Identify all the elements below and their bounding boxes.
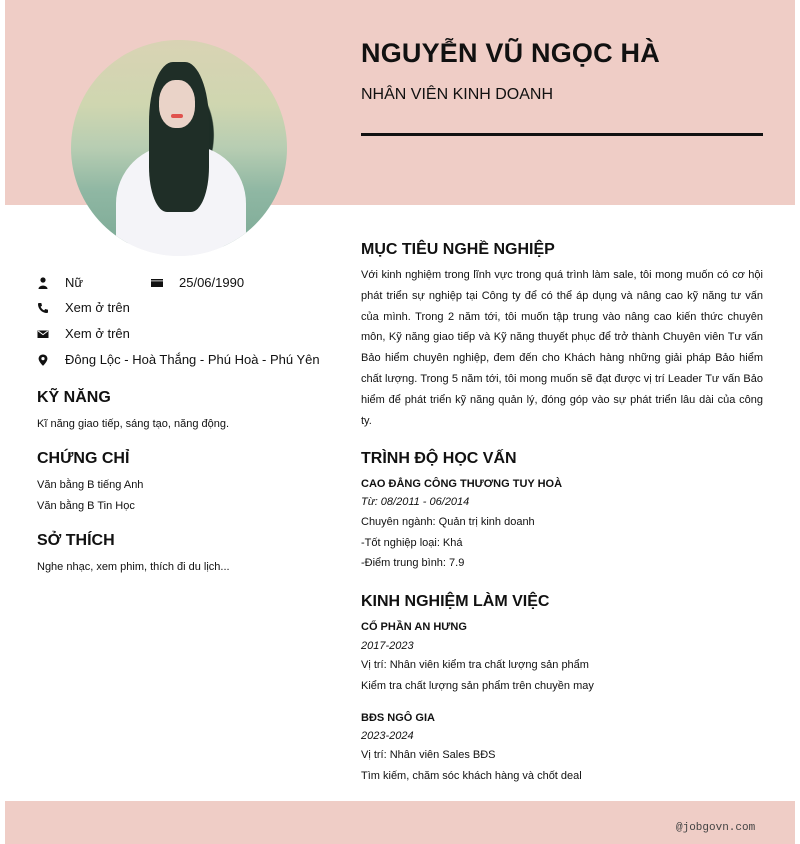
certificate-item: Văn bằng B Tin Học [37, 500, 135, 512]
info-gender [37, 275, 83, 290]
gender-value: Nữ [65, 275, 84, 290]
info-phone [37, 300, 130, 315]
calendar-icon [151, 277, 163, 289]
job-period: 2017-2023 [361, 640, 414, 652]
certificates-heading: CHỨNG CHỈ [37, 450, 130, 467]
footer-watermark: @jobgovn.com [676, 822, 756, 834]
education-heading: TRÌNH ĐỘ HỌC VẤN [361, 450, 517, 467]
info-birthday [151, 275, 244, 290]
education-grade: -Tốt nghiệp loại: Khá [361, 537, 463, 549]
objective-text: Với kinh nghiệm trong lĩnh vực trong quá trình làm sale, tôi mong muốn có cơ hội phát triển sự nghiệp tại Công ty để có thể áp dụng và nâng cao kỹ năng tư vấn của mình. Trong 2 năm tới, tôi muốn tập trung vào nâng cao kiến thức chuyên môn, Kỹ năng giao tiếp và Kỹ năng thuyết phục để trở thành Chuyên viên Tư vấn Bảo hiểm chuyên nghiệp, đem đến cho Khách hàng những giải pháp Bảo hiểm chất lượng. Trong 5 năm tới, tôi mong muốn sẽ đạt được vị trí Leader Tư vấn Bảo hiểm để phát triển kỹ năng quản lý, đóng góp vào sự phát triển lâu dài của công ty. [361, 269, 763, 427]
education-period: Từ: 08/2011 - 06/2014 [361, 496, 470, 508]
birthday-value: 25/06/1990 [179, 275, 245, 290]
certificate-item: Văn bằng B tiếng Anh [37, 479, 144, 491]
email-icon [37, 328, 49, 340]
skills-heading: KỸ NĂNG [37, 389, 111, 406]
education-school: CAO ĐẲNG CÔNG THƯƠNG TUY HOÀ [361, 478, 563, 490]
job-title: NHÂN VIÊN KINH DOANH [361, 86, 554, 103]
cv-page [5, 0, 795, 844]
education-major: Chuyên ngành: Quản trị kinh doanh [361, 516, 535, 528]
job-period: 2023-2024 [361, 730, 414, 742]
hobbies-heading: SỞ THÍCH [37, 532, 115, 549]
job-company: BĐS NGÔ GIA [361, 712, 435, 724]
photo-face [159, 80, 195, 128]
job-position: Vị trí: Nhân viên Sales BĐS [361, 749, 496, 761]
job-company: CỔ PHẦN AN HƯNG [361, 621, 467, 633]
phone-value: Xem ở trên [65, 300, 130, 315]
job-description: Tìm kiếm, chăm sóc khách hàng và chốt deal [361, 770, 582, 782]
objective-heading: MỤC TIÊU NGHỀ NGHIỆP [361, 241, 555, 258]
info-email [37, 326, 130, 341]
profile-photo [71, 40, 287, 256]
info-address [37, 352, 320, 367]
candidate-name: NGUYỄN VŨ NGỌC HÀ [361, 38, 660, 68]
job-position: Vị trí: Nhân viên kiểm tra chất lượng sản phẩm [361, 659, 589, 671]
person-icon [37, 277, 49, 289]
job-description: Kiểm tra chất lượng sản phẩm trên chuyền may [361, 680, 594, 692]
header-divider [361, 133, 763, 136]
address-value: Đông Lộc - Hoà Thắng - Phú Hoà - Phú Yên [65, 352, 320, 367]
hobbies-text: Nghe nhạc, xem phim, thích đi du lịch... [37, 561, 230, 573]
skills-text: Kĩ năng giao tiếp, sáng tạo, năng động. [37, 418, 230, 430]
location-icon [37, 354, 49, 366]
phone-icon [37, 302, 49, 314]
email-value: Xem ở trên [65, 326, 130, 341]
photo-lips [171, 114, 183, 118]
education-gpa: -Điểm trung bình: 7.9 [361, 557, 465, 569]
experience-heading: KINH NGHIỆM LÀM VIỆC [361, 593, 550, 610]
